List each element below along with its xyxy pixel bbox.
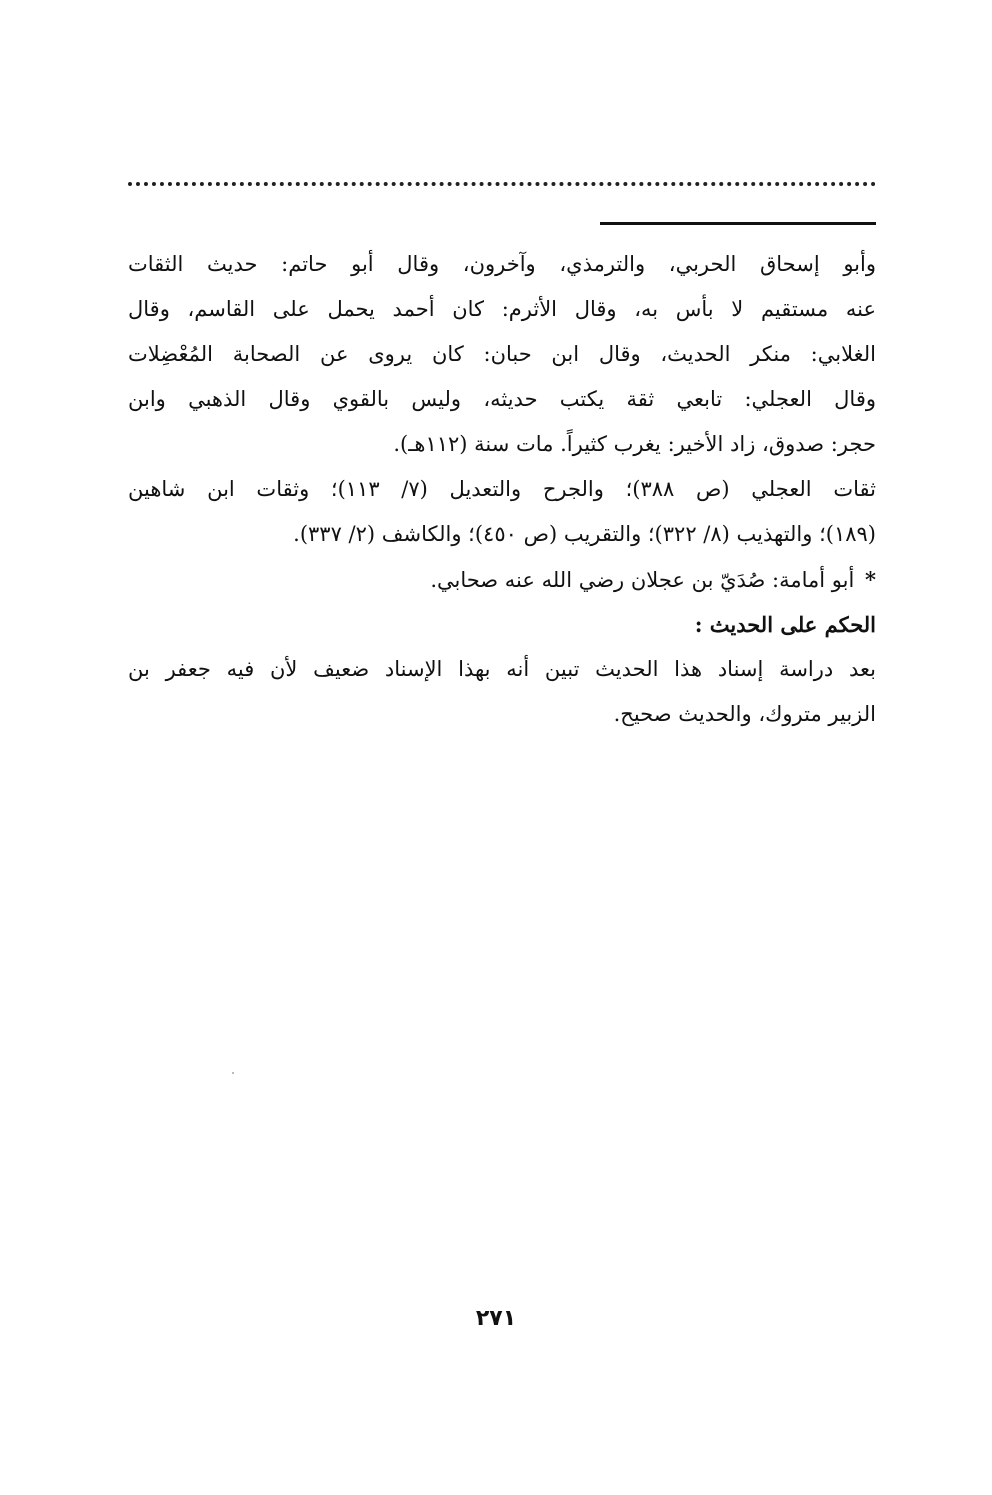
biography-line-5: حجر: صدوق، زاد الأخير: يغرب كثيراً. مات سنة (١١٢هـ).	[393, 432, 876, 456]
page-number: ٢٧١	[475, 1306, 517, 1331]
biography-line-3: الغلابي: منكر الحديث، وقال ابن حبان: كان يروى عن الصحابة المُعْضِلات	[128, 342, 876, 366]
footnote-solid-separator	[600, 222, 876, 225]
ruling-line-1: بعد دراسة إسناد هذا الحديث تبين أنه بهذا الإسناد ضعيف لأن فيه جعفر بن	[128, 657, 876, 681]
biography-line-4: وقال العجلي: تابعي ثقة يكتب حديثه، وليس بالقوي وقال الذهبي وابن	[128, 387, 876, 411]
ruling-heading: الحكم على الحديث :	[694, 612, 876, 637]
references-line-1: ثقات العجلي (ص ٣٨٨)؛ والجرح والتعديل (٧/ ١١٣)؛ وثقات ابن شاهين	[128, 477, 876, 501]
asterisk-bullet: *	[865, 567, 876, 592]
biography-line-1: وأبو إسحاق الحربي، والترمذي، وآخرون، وقال أبو حاتم: حديث الثقات	[128, 252, 876, 276]
narrator-note	[128, 557, 876, 602]
references-line-2: (١٨٩)؛ والتهذيب (٨/ ٣٢٢)؛ والتقريب (ص ٤٥٠)؛ والكاشف (٢/ ٣٣٧).	[293, 522, 876, 546]
narrator-note-text: أبو أمامة: صُدَيّ بن عجلان رضي الله عنه صحابي.	[430, 568, 855, 592]
scan-speck	[232, 1072, 234, 1074]
biography-line-2: عنه مستقيم لا بأس به، وقال الأثرم: كان أحمد يحمل على القاسم، وقال	[128, 297, 876, 321]
footnote-dotted-separator	[128, 182, 876, 186]
ruling-line-2: الزبير متروك، والحديث صحيح.	[613, 702, 876, 726]
page-body	[128, 242, 876, 737]
